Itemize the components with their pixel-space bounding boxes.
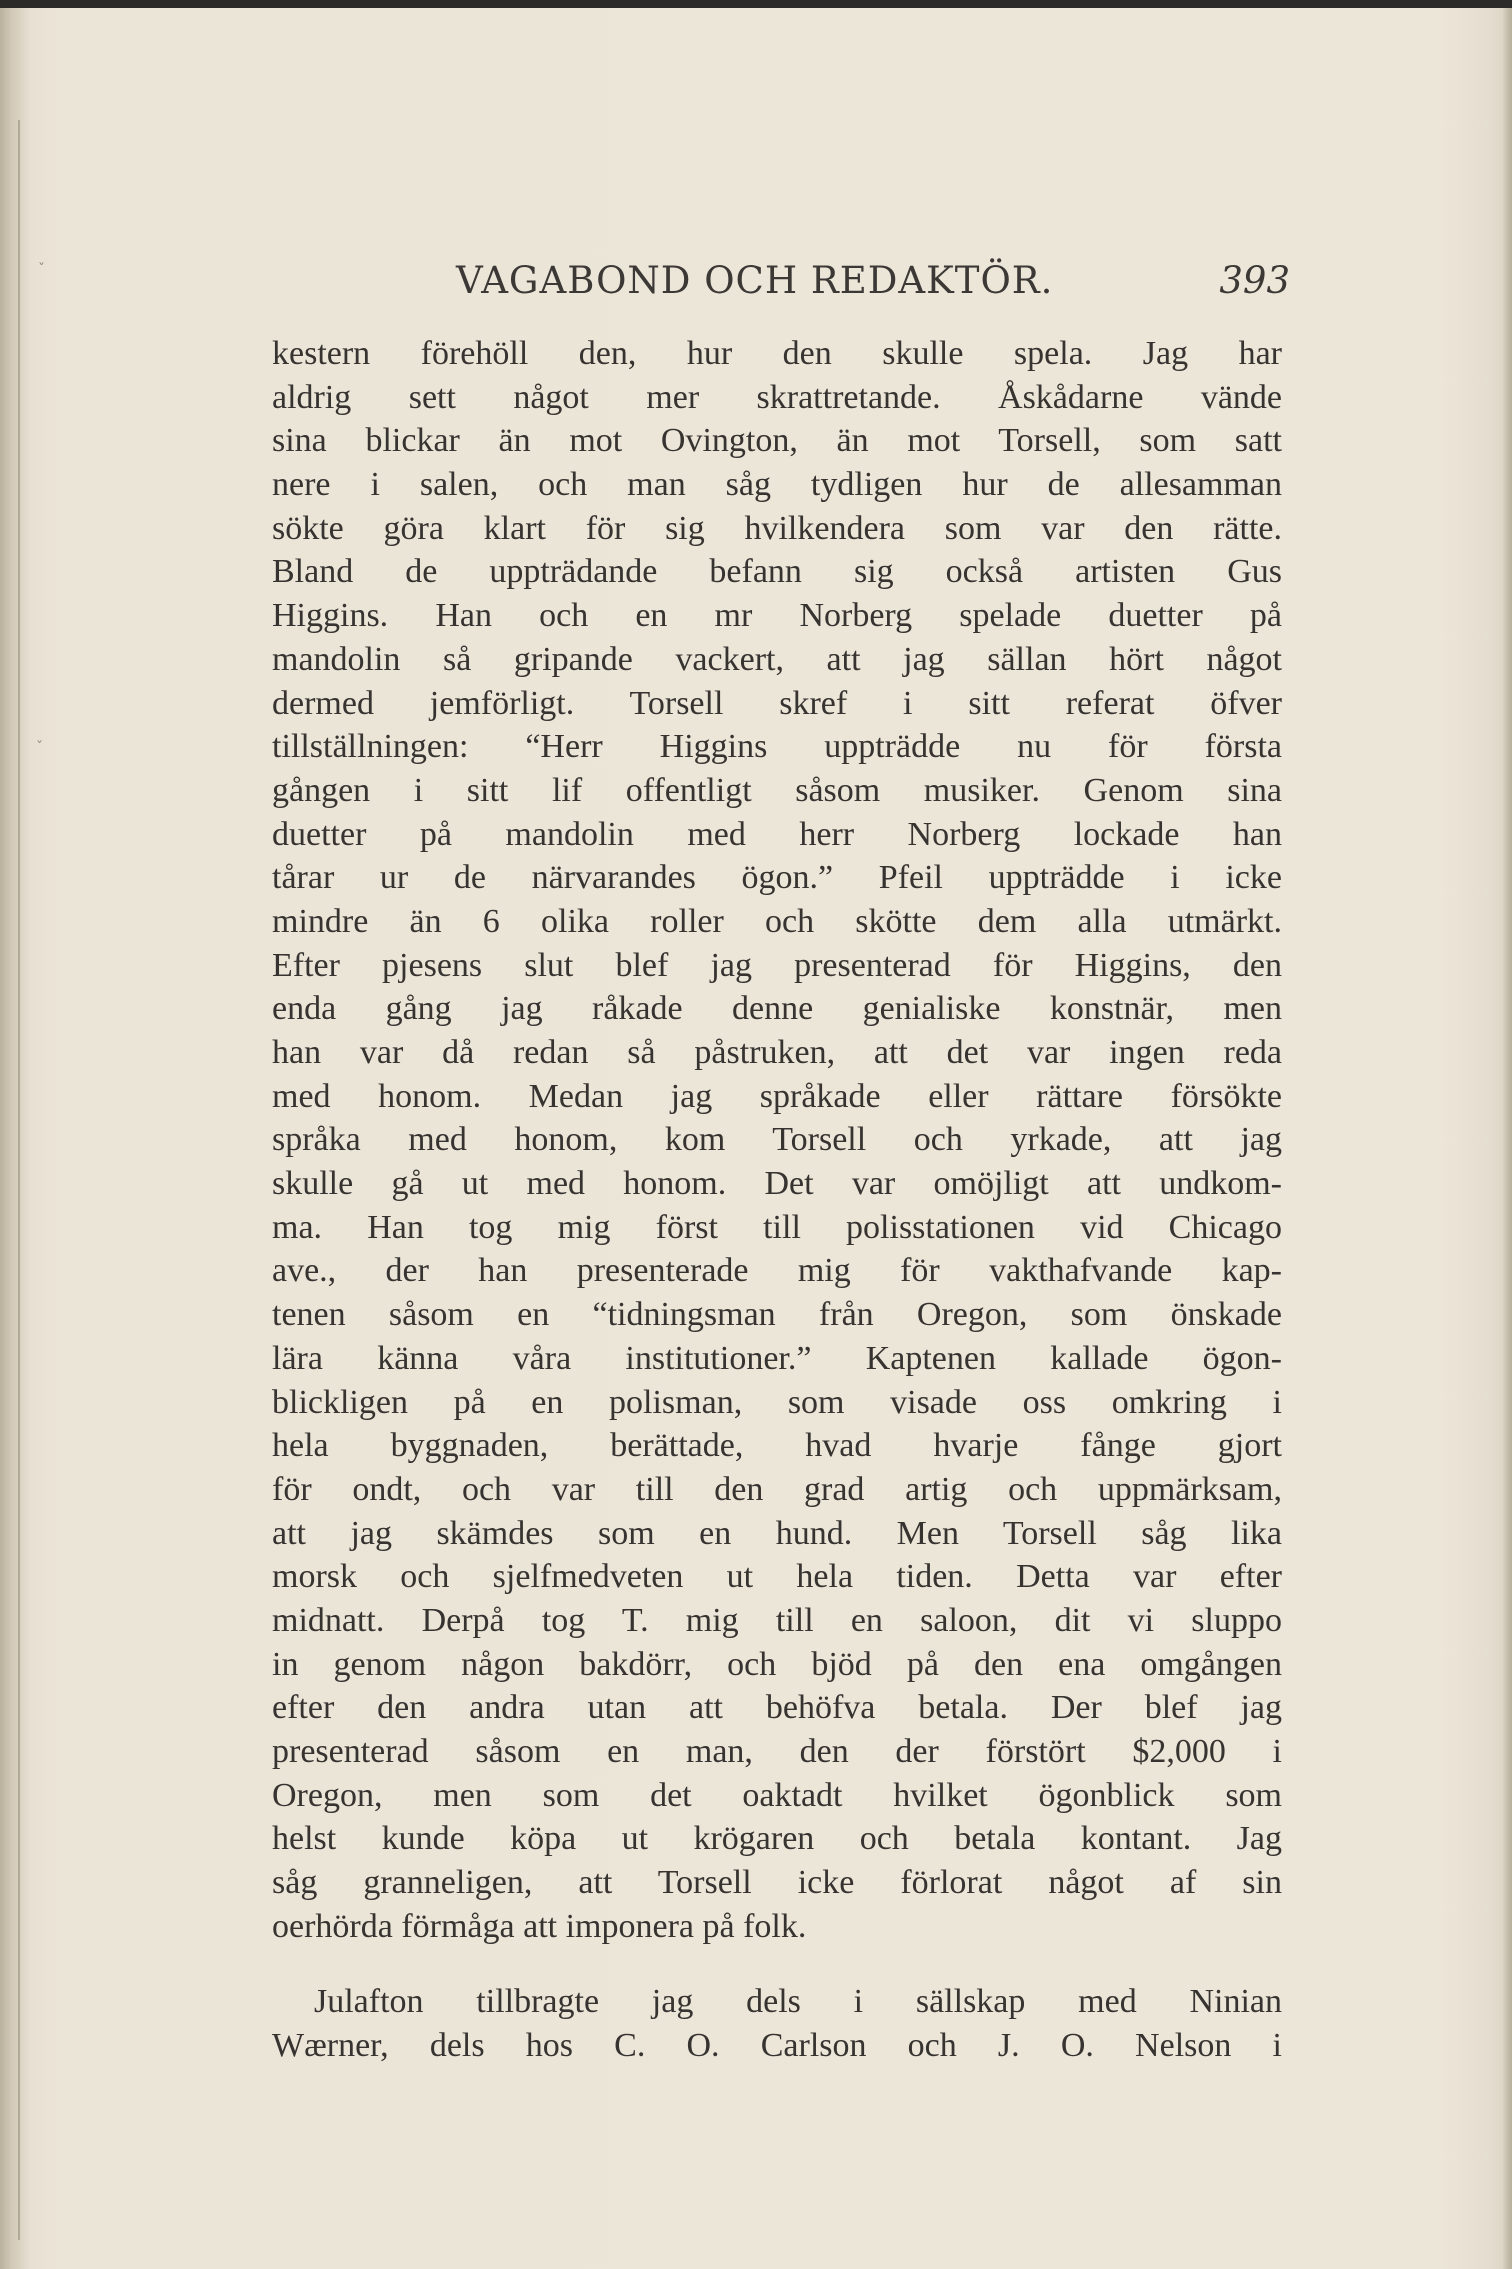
text-line: tårar ur de närvarandes ögon.” Pfeil uppträdde i icke bbox=[272, 859, 1282, 897]
paragraph-gap bbox=[272, 1948, 1282, 1980]
text-line: såg granneligen, att Torsell icke förlorat något af sin bbox=[272, 1864, 1282, 1902]
text-line: dermed jemförligt. Torsell skref i sitt referat öfver bbox=[272, 684, 1282, 722]
text-line: Bland de uppträdande befann sig också artisten Gus bbox=[272, 553, 1282, 591]
text-line: hela byggnaden, berättade, hvad hvarje fånge gjort bbox=[272, 1427, 1282, 1465]
margin-speck: ˇ bbox=[36, 740, 43, 756]
running-header bbox=[456, 258, 1290, 304]
page-top-edge bbox=[0, 0, 1512, 8]
text-line: enda gång jag råkade denne genialiske konstnär, men bbox=[272, 990, 1282, 1028]
text-line: språka med honom, kom Torsell och yrkade, att jag bbox=[272, 1121, 1282, 1159]
text-line: in genom någon bakdörr, och bjöd på den ena omgången bbox=[272, 1645, 1282, 1683]
text-line: sina blickar än mot Ovington, än mot Torsell, som satt bbox=[272, 422, 1282, 460]
page-number: 393 bbox=[1219, 259, 1290, 302]
text-line: blickligen på en polisman, som visade oss omkring i bbox=[272, 1383, 1282, 1421]
text-line: mandolin så gripande vackert, att jag sällan hört något bbox=[272, 640, 1282, 678]
text-line: tenen såsom en “tidningsman från Oregon, som önskade bbox=[272, 1296, 1282, 1334]
text-line: Efter pjesens slut blef jag presenterad för Higgins, den bbox=[272, 946, 1282, 984]
text-line: presenterad såsom en man, den der förstört $2,000 i bbox=[272, 1733, 1282, 1770]
margin-speck: ˇ bbox=[38, 262, 45, 278]
text-line: duetter på mandolin med herr Norberg lockade han bbox=[272, 815, 1282, 853]
page-right-edge bbox=[1502, 8, 1512, 2269]
text-line: han var då redan så påstruken, att det var ingen reda bbox=[272, 1034, 1282, 1071]
binding-shadow bbox=[0, 8, 30, 2269]
text-line: aldrig sett något mer skrattretande. Åskådarne vände bbox=[272, 378, 1282, 416]
text-line: mindre än 6 olika roller och skötte dem alla utmärkt. bbox=[272, 902, 1282, 940]
text-line: att jag skämdes som en hund. Men Torsell såg lika bbox=[272, 1514, 1282, 1552]
text-line: midnatt. Derpå tog T. mig till en saloon, dit vi sluppo bbox=[272, 1601, 1282, 1639]
text-line: nere i salen, och man såg tydligen hur de allesamman bbox=[272, 466, 1282, 504]
text-line: ma. Han tog mig först till polisstationen vid Chicago bbox=[272, 1208, 1282, 1246]
text-line: helst kunde köpa ut krögaren och betala kontant. Jag bbox=[272, 1820, 1282, 1858]
paragraph-2 bbox=[272, 1980, 1282, 2067]
text-line: kestern förehöll den, hur den skulle spela. Jag har bbox=[272, 335, 1282, 372]
text-line: Wærner, dels hos C. O. Carlson och J. O. Nelson i bbox=[272, 2027, 1282, 2065]
text-line: efter den andra utan att behöfva betala. Der blef jag bbox=[272, 1689, 1282, 1727]
binding-fold-line bbox=[18, 120, 20, 2240]
text-line: ave., der han presenterade mig för vakthafvande kap- bbox=[272, 1252, 1282, 1290]
text-line: skulle gå ut med honom. Det var omöjligt att undkom- bbox=[272, 1165, 1282, 1203]
text-line: oerhörda förmåga att imponera på folk. bbox=[272, 1907, 807, 1945]
text-line: med honom. Medan jag språkade eller rättare försökte bbox=[272, 1077, 1282, 1115]
body-text bbox=[272, 332, 1282, 2068]
text-line: för ondt, och var till den grad artig och uppmärksam, bbox=[272, 1470, 1282, 1508]
text-line: Julafton tillbragte jag dels i sällskap med Ninian bbox=[314, 1983, 1282, 2021]
running-title: VAGABOND OCH REDAKTÖR. bbox=[456, 259, 1054, 302]
text-line: morsk och sjelfmedveten ut hela tiden. Detta var efter bbox=[272, 1558, 1282, 1596]
text-line: Higgins. Han och en mr Norberg spelade duetter på bbox=[272, 597, 1282, 635]
text-line: Oregon, men som det oaktadt hvilket ögonblick som bbox=[272, 1776, 1282, 1814]
text-line: lära känna våra institutioner.” Kaptenen kallade ögon- bbox=[272, 1339, 1282, 1377]
text-line: gången i sitt lif offentligt såsom musiker. Genom sina bbox=[272, 771, 1282, 809]
paragraph-1 bbox=[272, 332, 1282, 1948]
text-line: sökte göra klart för sig hvilkendera som var den rätte. bbox=[272, 509, 1282, 547]
text-line: tillställningen: “Herr Higgins uppträdde nu för första bbox=[272, 728, 1282, 766]
